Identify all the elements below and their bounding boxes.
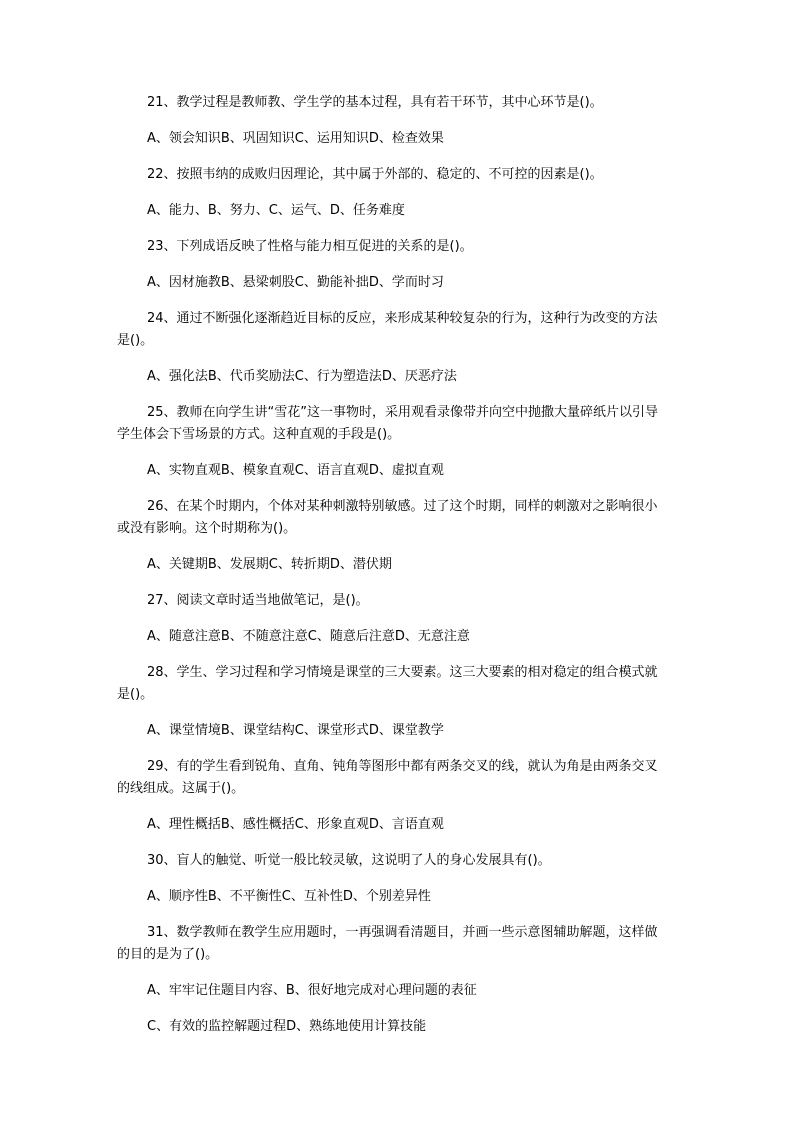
question-21: 21、教学过程是教师教、学生学的基本过程，具有若干环节，其中心环节是()。 xyxy=(147,95,603,110)
options-24: A、强化法B、代币奖励法C、行为塑造法D、厌恶疗法 xyxy=(147,369,457,384)
options-25: A、实物直观B、模象直观C、语言直观D、虚拟直观 xyxy=(147,463,444,478)
question-22: 22、按照韦纳的成败归因理论，其中属于外部的、稳定的、不可控的因素是()。 xyxy=(147,167,603,182)
question-23: 23、下列成语反映了性格与能力相互促进的关系的是()。 xyxy=(147,239,473,254)
options-27: A、随意注意B、不随意注意C、随意后注意D、无意注意 xyxy=(147,629,470,644)
options-31-ab: A、牢牢记住题目内容、B、很好地完成对心理问题的表征 xyxy=(147,983,477,998)
options-30: A、顺序性B、不平衡性C、互补性D、个别差异性 xyxy=(147,889,431,904)
options-21: A、领会知识B、巩固知识C、运用知识D、检查效果 xyxy=(147,131,444,146)
question-28: 28、学生、学习过程和学习情境是课堂的三大要素。这三大要素的相对稳定的组合模式就是()。 xyxy=(117,665,658,702)
question-31: 31、数学教师在教学生应用题时，一再强调看清题目，并画一些示意图辅助解题，这样做的目的是为了()。 xyxy=(117,925,658,962)
question-29: 29、有的学生看到锐角、直角、钝角等图形中都有两条交叉的线，就认为角是由两条交叉的线组成。这属于()。 xyxy=(117,759,658,796)
options-23: A、因材施教B、悬梁刺股C、勤能补拙D、学而时习 xyxy=(147,275,444,290)
options-29: A、理性概括B、感性概括C、形象直观D、言语直观 xyxy=(147,817,444,832)
options-26: A、关键期B、发展期C、转折期D、潜伏期 xyxy=(147,557,392,572)
question-27: 27、阅读文章时适当地做笔记，是()。 xyxy=(147,593,369,608)
question-26: 26、在某个时期内，个体对某种刺激特别敏感。过了这个时期，同样的刺激对之影响很小或没有影响。这个时期称为()。 xyxy=(117,499,658,536)
document-page xyxy=(117,92,669,1052)
question-24: 24、通过不断强化逐渐趋近目标的反应，来形成某种较复杂的行为，这种行为改变的方法是()。 xyxy=(117,311,658,348)
question-25: 25、教师在向学生讲“雪花”这一事物时，采用观看录像带并向空中抛撒大量碎纸片以引导学生体会下雪场景的方式。这种直观的手段是()。 xyxy=(117,405,659,442)
options-31-cd: C、有效的监控解题过程D、熟练地使用计算技能 xyxy=(147,1019,427,1034)
options-28: A、课堂情境B、课堂结构C、课堂形式D、课堂教学 xyxy=(147,723,444,738)
question-30: 30、盲人的触觉、听觉一般比较灵敏，这说明了人的身心发展具有()。 xyxy=(147,853,551,868)
options-22: A、能力、B、努力、C、运气、D、任务难度 xyxy=(147,203,405,218)
